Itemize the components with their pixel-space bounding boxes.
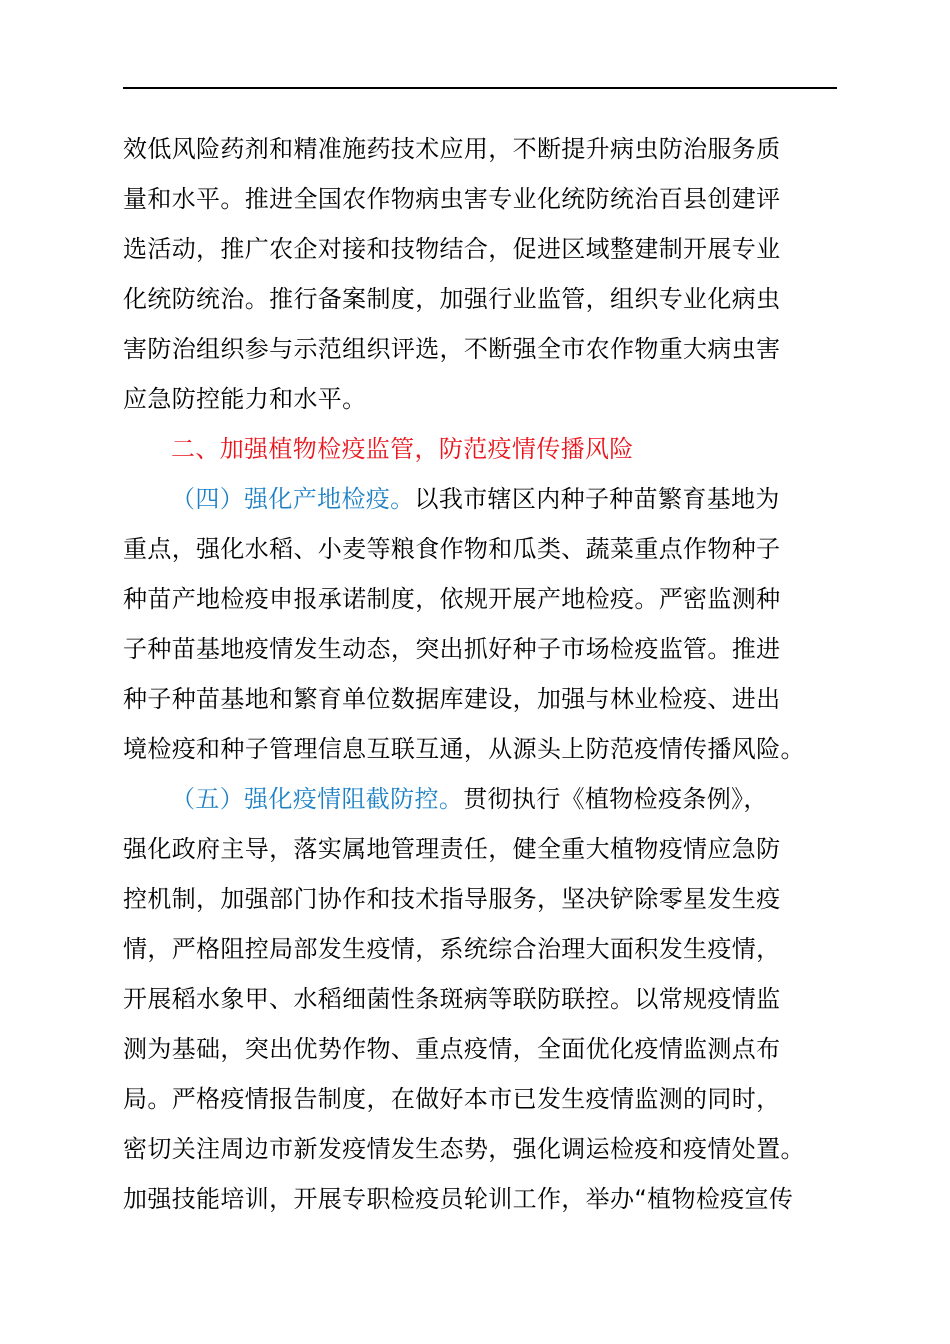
paragraph-3 — [123, 774, 853, 1224]
text-run: 贯彻执行《植物检疫条例》， — [463, 785, 768, 813]
subheading: （四）强化产地检疫。 — [171, 485, 415, 513]
subheading: （五）强化疫情阻截防控。 — [171, 785, 464, 813]
text-line: 测为基础，突出优势作物、重点疫情，全面优化疫情监测点布 — [123, 1035, 781, 1063]
text-line: 强化政府主导，落实属地管理责任，健全重大植物疫情应急防 — [123, 835, 781, 863]
text-line: 密切关注周边市新发疫情发生态势，强化调运检疫和疫情处置。 — [123, 1135, 805, 1163]
text-line: 化统防统治。推行备案制度，加强行业监管，组织专业化病虫 — [123, 285, 781, 313]
text-line: 子种苗基地疫情发生动态，突出抓好种子市场检疫监管。推进 — [123, 635, 781, 663]
header-rule — [123, 87, 837, 89]
text-line: 效低风险药剂和精准施药技术应用，不断提升病虫防治服务质 — [123, 135, 781, 163]
text-line: 情，严格阻控局部发生疫情，系统综合治理大面积发生疫情， — [123, 935, 781, 963]
text-line: 种子种苗基地和繁育单位数据库建设，加强与林业检疫、进出 — [123, 685, 781, 713]
document-body — [123, 124, 853, 1224]
text-line: 控机制，加强部门协作和技术指导服务，坚决铲除零星发生疫 — [123, 885, 781, 913]
text-line: 开展稻水象甲、水稻细菌性条斑病等联防联控。以常规疫情监 — [123, 985, 781, 1013]
section-heading: 二、加强植物检疫监管，防范疫情传播风险 — [171, 435, 634, 463]
text-line: 种苗产地检疫申报承诺制度，依规开展产地检疫。严密监测种 — [123, 585, 781, 613]
text-run: 以我市辖区内种子种苗繁育基地为 — [414, 485, 780, 513]
text-line: 应急防控能力和水平。 — [123, 385, 367, 413]
text-line: 重点，强化水稻、小麦等粮食作物和瓜类、蔬菜重点作物种子 — [123, 535, 781, 563]
text-line: 量和水平。推进全国农作物病虫害专业化统防统治百县创建评 — [123, 185, 781, 213]
paragraph-2 — [123, 474, 853, 774]
text-line-first — [123, 774, 853, 824]
text-line: 害防治组织参与示范组织评选，不断强全市农作物重大病虫害 — [123, 335, 781, 363]
text-line: 选活动，推广农企对接和技物结合，促进区域整建制开展专业 — [123, 235, 781, 263]
text-line-first — [123, 474, 853, 524]
text-line: 加强技能培训，开展专职检疫员轮训工作，举办“植物检疫宣传 — [123, 1185, 794, 1213]
text-line: 境检疫和种子管理信息互联互通，从源头上防范疫情传播风险。 — [123, 735, 805, 763]
text-line: 局。严格疫情报告制度，在做好本市已发生疫情监测的同时， — [123, 1085, 781, 1113]
paragraph-1 — [123, 124, 853, 424]
